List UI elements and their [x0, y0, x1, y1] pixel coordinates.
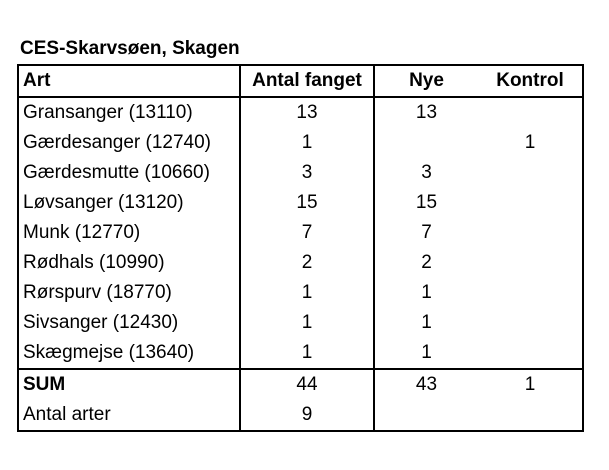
species-count-antal-fanget: 9 [240, 400, 374, 431]
cell-nye: 2 [374, 248, 478, 278]
species-count-row [18, 400, 583, 431]
cell-kontrol [478, 188, 583, 218]
header-antal-fanget: Antal fanget [240, 65, 374, 97]
table-row [18, 128, 583, 158]
cell-antal-fanget: 1 [240, 128, 374, 158]
cell-nye: 13 [374, 97, 478, 128]
header-art: Art [18, 65, 240, 97]
table-row [18, 338, 583, 369]
table-title: CES-Skarvsøen, Skagen [20, 38, 240, 59]
cell-kontrol [478, 218, 583, 248]
cell-art: Munk (12770) [23, 222, 141, 243]
cell-art: Rørspurv (18770) [23, 282, 172, 303]
header-row [18, 65, 583, 97]
cell-nye: 3 [374, 158, 478, 188]
sum-antal-fanget: 44 [240, 369, 374, 400]
sum-row [18, 369, 583, 400]
sum-kontrol: 1 [478, 369, 583, 400]
cell-kontrol [478, 278, 583, 308]
cell-antal-fanget: 1 [240, 308, 374, 338]
cell-art: Gærdesanger (12740) [23, 132, 211, 153]
cell-nye: 15 [374, 188, 478, 218]
species-count-nye [374, 400, 478, 431]
cell-art: Sivsanger (12430) [23, 312, 179, 333]
species-count-label: Antal arter [23, 404, 111, 425]
cell-kontrol [478, 338, 583, 369]
table-row [18, 158, 583, 188]
ringing-table [17, 64, 584, 432]
table-row [18, 188, 583, 218]
table-row [18, 308, 583, 338]
cell-art: Løvsanger (13120) [23, 192, 184, 213]
cell-antal-fanget: 3 [240, 158, 374, 188]
cell-kontrol [478, 97, 583, 128]
cell-nye: 1 [374, 338, 478, 369]
table-row [18, 97, 583, 128]
cell-nye: 7 [374, 218, 478, 248]
cell-art: Gransanger (13110) [23, 102, 193, 123]
cell-kontrol [478, 308, 583, 338]
cell-nye [374, 128, 478, 158]
cell-kontrol [478, 248, 583, 278]
cell-antal-fanget: 15 [240, 188, 374, 218]
cell-nye: 1 [374, 278, 478, 308]
cell-nye: 1 [374, 308, 478, 338]
sum-nye: 43 [374, 369, 478, 400]
cell-art: Skægmejse (13640) [23, 342, 195, 363]
cell-kontrol: 1 [524, 132, 536, 153]
species-count-kontrol [478, 400, 583, 431]
table-row [18, 218, 583, 248]
cell-antal-fanget: 2 [240, 248, 374, 278]
cell-antal-fanget: 1 [240, 338, 374, 369]
sum-label: SUM [18, 369, 240, 400]
table-row [18, 278, 583, 308]
cell-antal-fanget: 13 [240, 97, 374, 128]
header-nye: Nye [374, 65, 478, 97]
cell-kontrol [478, 158, 583, 188]
header-kontrol: Kontrol [478, 65, 583, 97]
cell-antal-fanget: 7 [240, 218, 374, 248]
table-row [18, 248, 583, 278]
cell-art: Gærdesmutte (10660) [23, 162, 210, 183]
cell-antal-fanget: 1 [240, 278, 374, 308]
cell-art: Rødhals (10990) [23, 252, 165, 273]
